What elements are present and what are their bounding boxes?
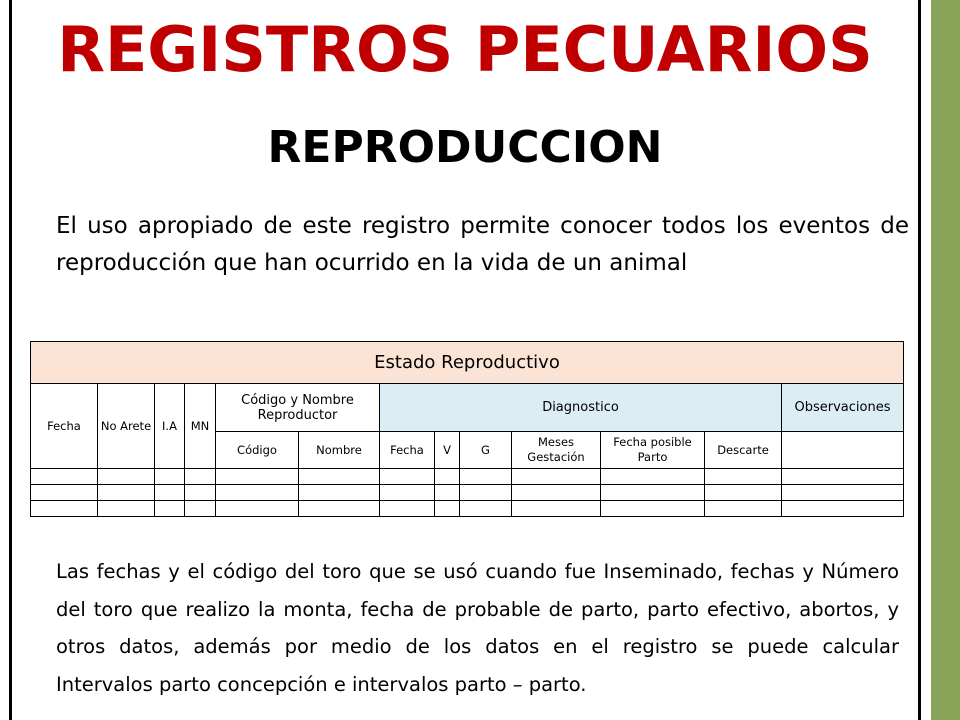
table-row [31,485,904,501]
conclusion-paragraph: Las fechas y el código del toro que se usó cuando fue Inseminado, fechas y Número del toro que realizo la monta, fecha de probable de parto, parto efectivo, abortos, y otros datos, además por medio de los datos en el registro se puede calcular Intervalos parto concepción e intervalos parto – parto. [56,560,899,696]
table-cell [31,469,98,485]
table-row [31,469,904,485]
header-reproductor: Código y Nombre Reproductor [216,384,380,432]
header-ia: I.A [155,384,185,469]
header-meses-gestacion: Meses Gestación [512,432,601,469]
intro-paragraph: El uso apropiado de este registro permite conocer todos los eventos de reproducción que han ocurrido en la vida de un animal [56,213,909,276]
table-cell [216,485,299,501]
reproduction-table [30,341,904,517]
header-fecha-diagnostico: Fecha [380,432,435,469]
table-cell [299,501,380,517]
header-v: V [435,432,460,469]
table-cell [601,469,705,485]
table-cell [31,485,98,501]
table-cell [782,485,904,501]
header-observaciones: Observaciones [782,384,904,432]
table-cell [705,469,782,485]
table-cell [512,501,601,517]
table-cell [782,501,904,517]
table-row [31,501,904,517]
table-cell [216,469,299,485]
table-cell [155,501,185,517]
header-fecha: Fecha [31,384,98,469]
page-subtitle: REPRODUCCION [267,122,663,173]
table-cell [185,469,216,485]
table-cell [31,501,98,517]
reproduction-table-container [30,341,903,517]
header-codigo: Código [216,432,299,469]
header-diagnostico: Diagnostico [380,384,782,432]
table-cell [512,469,601,485]
table-cell [98,469,155,485]
table-cell [435,485,460,501]
table-cell [460,501,512,517]
header-nombre: Nombre [299,432,380,469]
table-cell [512,485,601,501]
header-observaciones-blank [782,432,904,469]
table-cell [98,485,155,501]
table-cell [299,485,380,501]
table-cell [216,501,299,517]
table-cell [155,469,185,485]
table-cell [782,469,904,485]
table-cell [601,485,705,501]
table-cell [705,501,782,517]
table-cell [155,485,185,501]
table-cell [98,501,155,517]
table-cell [299,469,380,485]
table-cell [435,501,460,517]
right-border-line [918,0,921,720]
table-cell [601,501,705,517]
table-cell [380,485,435,501]
table-caption: Estado Reproductivo [31,342,904,384]
header-mn: MN [185,384,216,469]
table-cell [435,469,460,485]
table-cell [460,469,512,485]
table-cell [185,501,216,517]
header-no-arete: No Arete [98,384,155,469]
left-border-line [9,0,12,720]
table-cell [380,469,435,485]
header-descarte: Descarte [705,432,782,469]
header-g: G [460,432,512,469]
table-cell [185,485,216,501]
table-cell [380,501,435,517]
page-title: REGISTROS PECUARIOS [57,13,873,86]
header-fecha-posible-parto: Fecha posible Parto [601,432,705,469]
decorative-side-bar [931,0,960,720]
table-cell [460,485,512,501]
table-cell [705,485,782,501]
